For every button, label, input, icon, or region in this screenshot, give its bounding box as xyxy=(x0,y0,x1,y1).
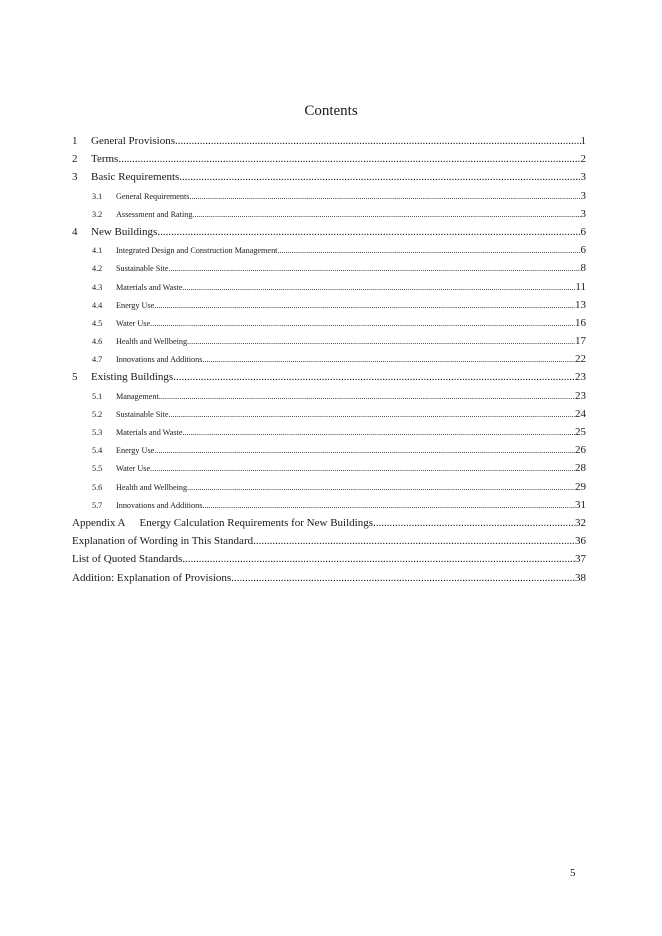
toc-entry-page: 24 xyxy=(575,407,586,420)
toc-entry-number: 5.4 xyxy=(92,446,103,456)
toc-entry-section[interactable] xyxy=(72,462,586,480)
toc-entry-chapter[interactable] xyxy=(72,572,586,590)
toc-entry-section[interactable] xyxy=(72,481,586,499)
dot-leader xyxy=(182,553,575,565)
toc-entry-number: 5.1 xyxy=(92,391,103,401)
toc-entry-title: Water Use xyxy=(116,318,151,328)
toc-entry-number: 4.1 xyxy=(92,246,103,256)
toc-entry-section[interactable] xyxy=(72,208,586,226)
toc-entry-number: Appendix A xyxy=(72,516,126,529)
toc-entry-page: 22 xyxy=(575,353,586,366)
toc-entry-title: General Requirements xyxy=(116,191,190,201)
page-number: 5 xyxy=(570,867,576,879)
toc-entry-page: 36 xyxy=(575,535,586,548)
toc-entry-title: Energy Use xyxy=(116,300,155,310)
toc-entry-number: 2 xyxy=(72,153,78,166)
toc-entry-page: 1 xyxy=(580,135,586,147)
toc-entry-page: 32 xyxy=(575,516,586,529)
toc-entry-chapter[interactable] xyxy=(72,153,586,171)
toc-entry-chapter[interactable] xyxy=(72,535,586,553)
toc-entry-title: Energy Calculation Requirements for New Buildings xyxy=(139,516,373,529)
dot-leader xyxy=(179,171,580,183)
toc-entry-chapter[interactable] xyxy=(72,371,586,389)
toc-entry-page: 11 xyxy=(575,280,586,293)
toc-entry-number: 3.1 xyxy=(92,191,103,201)
toc-entry-page: 2 xyxy=(580,153,586,166)
dot-leader xyxy=(231,572,575,584)
table-of-contents xyxy=(72,135,586,590)
toc-entry-chapter[interactable] xyxy=(72,517,586,535)
dot-leader xyxy=(187,483,575,492)
toc-entry-section[interactable] xyxy=(72,390,586,408)
toc-entry-section[interactable] xyxy=(72,444,586,462)
toc-entry-number: 5.6 xyxy=(92,482,103,492)
dot-leader xyxy=(183,283,576,292)
dot-leader xyxy=(159,392,575,401)
toc-entry-section[interactable] xyxy=(72,244,586,262)
page-title: Contents xyxy=(304,103,358,119)
toc-entry-title: Materials and Waste xyxy=(116,282,183,292)
toc-entry-page: 37 xyxy=(575,553,586,566)
toc-entry-number: 5.7 xyxy=(92,500,103,510)
toc-entry-title: New Buildings xyxy=(91,225,158,238)
toc-entry-title: Explanation of Wording in This Standard xyxy=(72,535,254,548)
toc-entry-page: 8 xyxy=(580,262,586,275)
dot-leader xyxy=(202,501,575,510)
toc-entry-page: 16 xyxy=(575,316,586,329)
dot-leader xyxy=(173,371,575,383)
toc-entry-page: 6 xyxy=(580,225,586,238)
toc-entry-page: 3 xyxy=(580,207,586,220)
toc-entry-title: Health and Wellbeing xyxy=(116,337,188,347)
toc-entry-section[interactable] xyxy=(72,281,586,299)
dot-leader xyxy=(150,464,575,473)
toc-entry-page: 23 xyxy=(575,371,586,384)
toc-entry-title: List of Quoted Standards xyxy=(72,553,183,566)
toc-entry-title: Sustainable Site xyxy=(116,264,169,274)
dot-leader xyxy=(154,446,575,455)
toc-entry-number: 4.6 xyxy=(92,337,103,347)
dot-leader xyxy=(154,301,575,310)
toc-entry-title: Terms xyxy=(91,153,119,166)
toc-entry-section[interactable] xyxy=(72,426,586,444)
toc-entry-number: 4.5 xyxy=(92,318,103,328)
toc-entry-number: 3.2 xyxy=(92,209,103,219)
toc-entry-title: Addition: Explanation of Provisions xyxy=(72,571,232,584)
toc-entry-chapter[interactable] xyxy=(72,171,586,189)
toc-entry-number: 4.3 xyxy=(92,282,103,292)
toc-entry-title: General Provisions xyxy=(91,135,176,147)
dot-leader xyxy=(187,337,575,346)
toc-entry-number: 4 xyxy=(72,225,78,238)
toc-entry-page: 13 xyxy=(575,298,586,311)
toc-entry-section[interactable] xyxy=(72,190,586,208)
toc-entry-title: Basic Requirements xyxy=(91,171,180,184)
toc-entry-title: Innovations and Additions xyxy=(116,500,203,510)
dot-leader xyxy=(175,135,580,147)
toc-entry-page: 26 xyxy=(575,444,586,457)
toc-entry-page: 28 xyxy=(575,462,586,475)
dot-leader xyxy=(169,264,581,273)
toc-entry-number: 3 xyxy=(72,171,78,184)
toc-entry-number: 5.3 xyxy=(92,428,103,437)
toc-entry-section[interactable] xyxy=(72,499,586,517)
toc-entry-number: 5.2 xyxy=(92,409,103,419)
dot-leader xyxy=(192,210,580,219)
toc-entry-title: Assessment and Rating xyxy=(116,209,193,219)
dot-leader xyxy=(118,153,580,165)
toc-entry-page: 17 xyxy=(575,335,586,348)
toc-entry-title: Sustainable Site xyxy=(116,409,169,419)
toc-entry-chapter[interactable] xyxy=(72,553,586,571)
toc-entry-chapter[interactable] xyxy=(72,226,586,244)
toc-entry-page: 31 xyxy=(575,498,586,511)
dot-leader xyxy=(202,355,575,364)
dot-leader xyxy=(169,410,575,419)
toc-entry-page: 25 xyxy=(575,426,586,438)
toc-entry-section[interactable] xyxy=(72,408,586,426)
dot-leader xyxy=(183,428,576,437)
toc-entry-section[interactable] xyxy=(72,317,586,335)
toc-entry-number: 5.5 xyxy=(92,464,103,474)
toc-entry-number: 4.7 xyxy=(92,355,103,365)
toc-entry-section[interactable] xyxy=(72,262,586,280)
dot-leader xyxy=(277,246,580,255)
toc-entry-page: 29 xyxy=(575,480,586,493)
dot-leader xyxy=(373,517,575,529)
toc-entry-page: 3 xyxy=(580,189,586,202)
toc-entry-chapter[interactable] xyxy=(72,135,586,153)
toc-entry-title: Management xyxy=(116,391,159,401)
toc-entry-section[interactable] xyxy=(72,299,586,317)
toc-entry-page: 3 xyxy=(580,171,586,184)
toc-entry-section[interactable] xyxy=(72,353,586,371)
toc-entry-page: 23 xyxy=(575,389,586,402)
toc-entry-number: 5 xyxy=(72,371,78,384)
toc-entry-section[interactable] xyxy=(72,335,586,353)
toc-entry-title: Integrated Design and Construction Management xyxy=(116,246,278,256)
toc-entry-number: 4.2 xyxy=(92,264,103,274)
toc-entry-number: 1 xyxy=(72,135,78,147)
toc-entry-title: Materials and Waste xyxy=(116,428,183,437)
toc-entry-page: 38 xyxy=(575,571,586,584)
dot-leader xyxy=(253,535,575,547)
dot-leader xyxy=(150,319,575,328)
toc-entry-title: Energy Use xyxy=(116,446,155,456)
dot-leader xyxy=(189,192,580,201)
toc-entry-title: Innovations and Additions xyxy=(116,355,203,365)
toc-entry-number: 4.4 xyxy=(92,300,103,310)
toc-entry-title: Water Use xyxy=(116,464,151,474)
toc-entry-page: 6 xyxy=(580,244,586,257)
toc-entry-title: Health and Wellbeing xyxy=(116,482,188,492)
dot-leader xyxy=(157,226,580,238)
toc-entry-title: Existing Buildings xyxy=(91,371,174,384)
